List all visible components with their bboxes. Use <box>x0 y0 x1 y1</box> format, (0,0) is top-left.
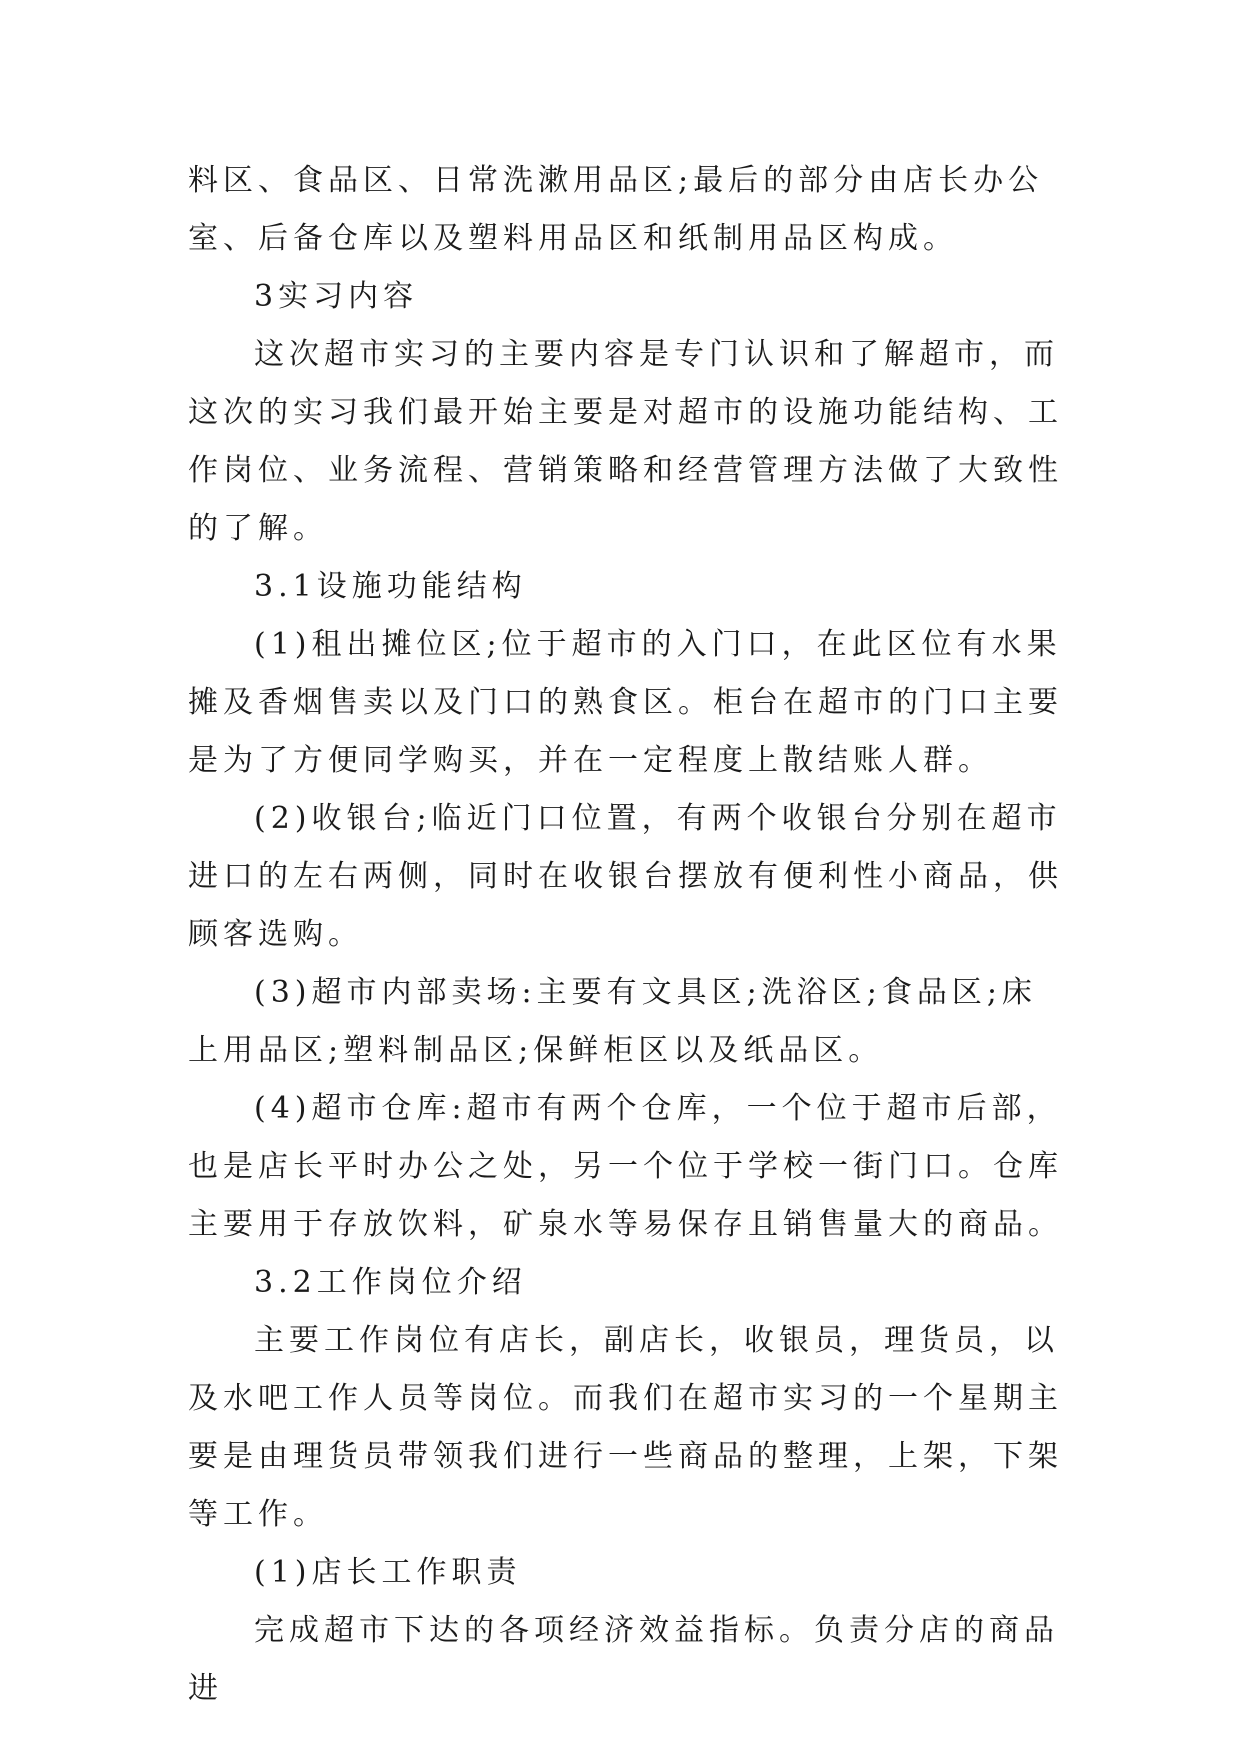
paragraph-item-4: (4)超市仓库:超市有两个仓库，一个位于超市后部，也是店长平时办公之处，另一个位于学校一街门口。仓库主要用于存放饮料，矿泉水等易保存且销售量大的商品。 <box>188 1091 1063 1242</box>
section-heading-3-1: 3.1设施功能结构 <box>254 569 527 604</box>
section-heading-3: 3实习内容 <box>254 279 419 314</box>
section-heading-3-2: 3.2工作岗位介绍 <box>254 1265 527 1300</box>
paragraph-item-1: (1)租出摊位区;位于超市的入门口，在此区位有水果摊及香烟售卖以及门口的熟食区。柜台在超市的门口主要是为了方便同学购买，并在一定程度上散结账人群。 <box>188 627 1063 778</box>
paragraph-positions: 主要工作岗位有店长，副店长，收银员，理货员，以及水吧工作人员等岗位。而我们在超市实习的一个星期主要是由理货员带领我们进行一些商品的整理，上架，下架等工作。 <box>188 1323 1063 1532</box>
document-body <box>188 152 1068 1718</box>
paragraph-manager-duties: 完成超市下达的各项经济效益指标。负责分店的商品进 <box>188 1613 1059 1706</box>
paragraph-item-3: (3)超市内部卖场:主要有文具区;洗浴区;食品区;床上用品区;塑料制品区;保鲜柜区以及纸品区。 <box>188 975 1037 1068</box>
paragraph-item-2: (2)收银台;临近门口位置，有两个收银台分别在超市进口的左右两侧，同时在收银台摆放有便利性小商品，供顾客选购。 <box>188 801 1063 952</box>
subheading-manager-duties: (1)店长工作职责 <box>254 1555 522 1590</box>
paragraph-intro: 这次超市实习的主要内容是专门认识和了解超市，而这次的实习我们最开始主要是对超市的设施功能结构、工作岗位、业务流程、营销策略和经营管理方法做了大致性的了解。 <box>188 337 1063 546</box>
paragraph-continuation: 料区、食品区、日常洗漱用品区;最后的部分由店长办公室、后备仓库以及塑料用品区和纸制用品区构成。 <box>188 163 1044 256</box>
